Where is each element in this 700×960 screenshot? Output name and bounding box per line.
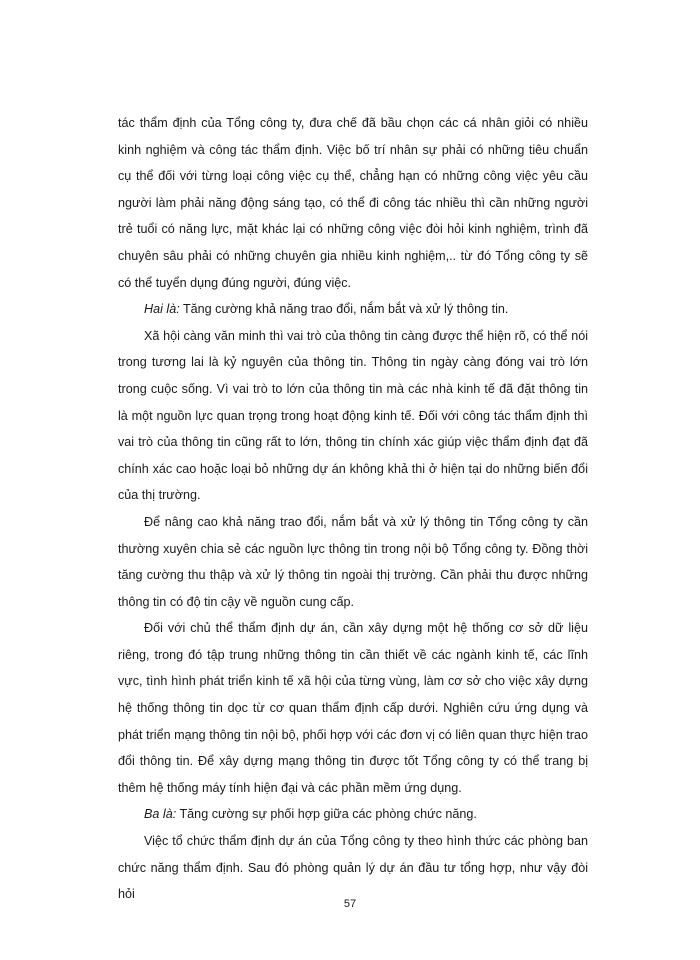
paragraph-2-lead: Hai là: <box>144 302 180 317</box>
body-text <box>118 110 588 908</box>
paragraph-7: Việc tổ chức thẩm định dự án của Tổng công ty theo hình thức các phòng ban chức năng thẩm định. Sau đó phòng quản lý dự án đầu tư tổng hợp, như vậy đòi hỏi <box>118 834 588 902</box>
paragraph-6-text: Tăng cường sự phối hợp giữa các phòng chức năng. <box>176 807 477 822</box>
paragraph-1: tác thẩm định của Tổng công ty, đưa chế đã bầu chọn các cá nhân giỏi có nhiều kinh nghiệm và công tác thẩm định. Việc bố trí nhân sự phải có những tiêu chuẩn cụ thể đối với từng loại công việc cụ thể, chẳng hạn có những công việc yêu cầu người làm phải năng động sáng tạo, có thể đi công tác nhiều thì cần những người trẻ tuổi có năng lực, mặt khác lại có những công việc đòi hỏi kinh nghiệm, trình đã chuyên sâu phải có những chuyên gia nhiều kinh nghiệm,.. từ đó Tổng công ty sẽ có thể tuyển dụng đúng người, đúng việc. <box>118 116 588 290</box>
paragraph-6-lead: Ba là: <box>144 807 177 822</box>
paragraph-5: Đối với chủ thể thẩm định dự án, cần xây dựng một hệ thống cơ sở dữ liệu riêng, trong đó tập trung những thông tin cần thiết về các ngành kinh tế, các lĩnh vực, tình hình phát triển kinh tế xã hội của từng vùng, làm cơ sở cho việc xây dựng hệ thống thông tin dọc từ cơ quan thẩm định cấp dưới. Nghiên cứu ứng dụng và phát triển mạng thông tin nội bộ, phối hợp với các đơn vị có liên quan thực hiện trao đổi thông tin. Để xây dựng mạng thông tin được tốt Tổng công ty có thể trang bị thêm hệ thống máy tính hiện đại và các phần mềm ứng dụng. <box>118 621 588 795</box>
paragraph-2 <box>118 296 588 323</box>
paragraph-3: Xã hội càng văn minh thì vai trò của thông tin càng được thể hiện rõ, có thể nói trong tương lai là kỷ nguyên của thông tin. Thông tin ngày càng đóng vai trò lớn trong cuộc sống. Vì vai trò to lớn của thông tin mà các nhà kinh tế đã đặt thông tin là một nguồn lực quan trọng trong hoạt động kinh tế. Đối với công tác thẩm định thì vai trò của thông tin cũng rất to lớn, thông tin chính xác giúp việc thẩm định đạt đã chính xác cao hoặc loại bỏ những dự án không khả thi ở hiện tại do những biến đổi của thị trường. <box>118 328 588 503</box>
paragraph-2-text: Tăng cường khả năng trao đổi, nắm bắt và xử lý thông tin. <box>179 302 509 317</box>
page-number: 57 <box>343 898 357 910</box>
paragraph-6 <box>118 801 588 828</box>
paragraph-4: Để nâng cao khả năng trao đổi, nắm bắt và xử lý thông tin Tổng công ty cần thường xuyên chia sẻ các nguồn lực thông tin trong nội bộ Tổng công ty. Đồng thời tăng cường thu thập và xử lý thông tin ngoài thị trường. Cần phải thu được những thông tin có độ tin cậy về nguồn cung cấp. <box>118 514 588 609</box>
